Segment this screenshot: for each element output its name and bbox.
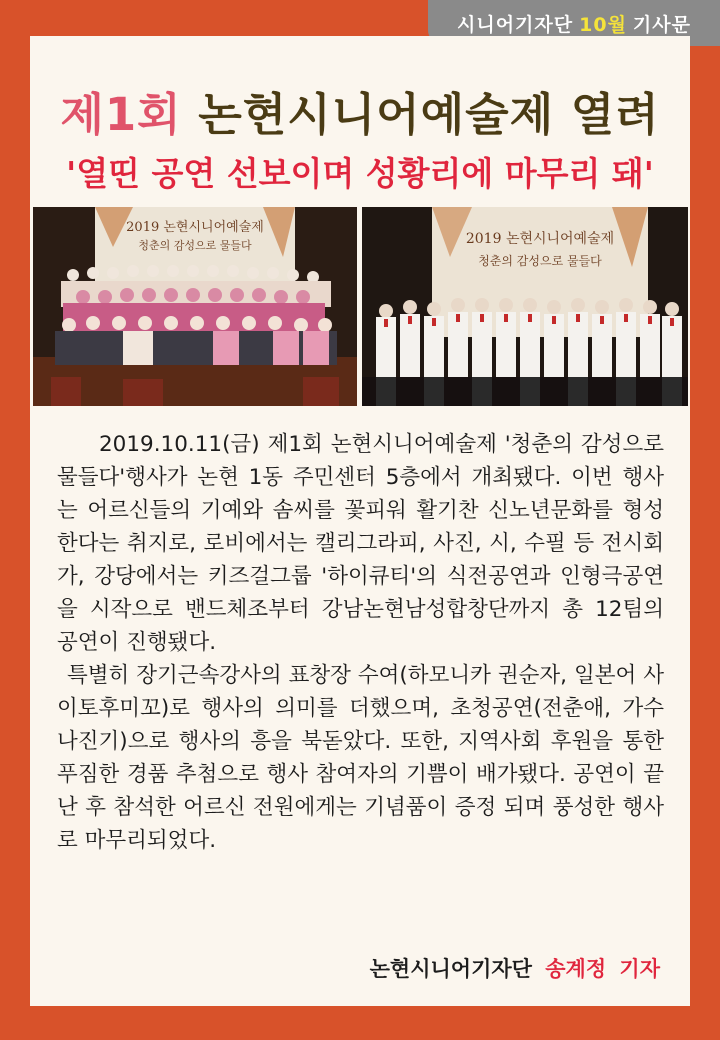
byline-role: 기자 (619, 957, 660, 981)
page-title (30, 78, 690, 143)
photo2-banner-line2: 청춘의 감성으로 물들다 (478, 254, 602, 268)
page-subtitle: '열띤 공연 선보이며 성황리에 마무리 돼' (66, 154, 654, 193)
tag-suffix: 기사문 (632, 13, 691, 36)
byline-org: 논현시니어기자단 (369, 957, 532, 981)
article-sheet (30, 36, 690, 1006)
photo1-banner-line2: 청춘의 감성으로 물들다 (138, 239, 252, 252)
article-paragraph-2: 특별히 장기근속강사의 표창장 수여(하모니카 권순자, 일본어 사이토후미꼬)로 행사의 의미를 더했으며, 초청공연(전춘애, 가수 나진기)으로 행사의 흥을 북돋았다. 또한, 지역사회 후원을 통한 푸짐한 경품 추첨으로 행사 참여자의 기쁨이 배가됐다. 공연이 끝난 후 참석한 어르신 전원에게는 기념품이 증정 되며 풍성한 행사로 마무리되었다. (57, 663, 664, 853)
article-paragraph-1: 2019.10.11(금) 제1회 논현시니어예술제 '청춘의 감성으로 물들다'행사가 논현 1동 주민센터 5층에서 개최됐다. 이번 행사는 어르신들의 기예와 솜씨를 꽃피워 활기찬 신노년문화를 형성한다는 취지로, 로비에서는 캘리그라피, 사진, 시, 수필 등 전시회가, 강당에서는 키즈걸그룹 '하이큐티'의 식전공연과 인형극공연을 시작으로 밴드체조부터 강남논현남성합창단까지 총 12팀의 공연이 진행됐다. (57, 432, 664, 655)
event-photo-choir (362, 207, 688, 406)
tag-month: 10월 (579, 13, 627, 36)
tag-prefix: 시니어기자단 (457, 13, 574, 36)
photo1-banner-line1: 2019 논현시니어예술제 (126, 220, 264, 235)
photo2-banner-line1: 2019 논현시니어예술제 (465, 231, 615, 247)
title-main: 논현시니어예술제 열려 (198, 88, 660, 141)
title-number: 제1회 (60, 88, 182, 141)
article-body (57, 428, 664, 857)
byline (370, 953, 660, 983)
byline-name: 송계정 (545, 957, 607, 981)
event-photo-group (33, 207, 357, 406)
